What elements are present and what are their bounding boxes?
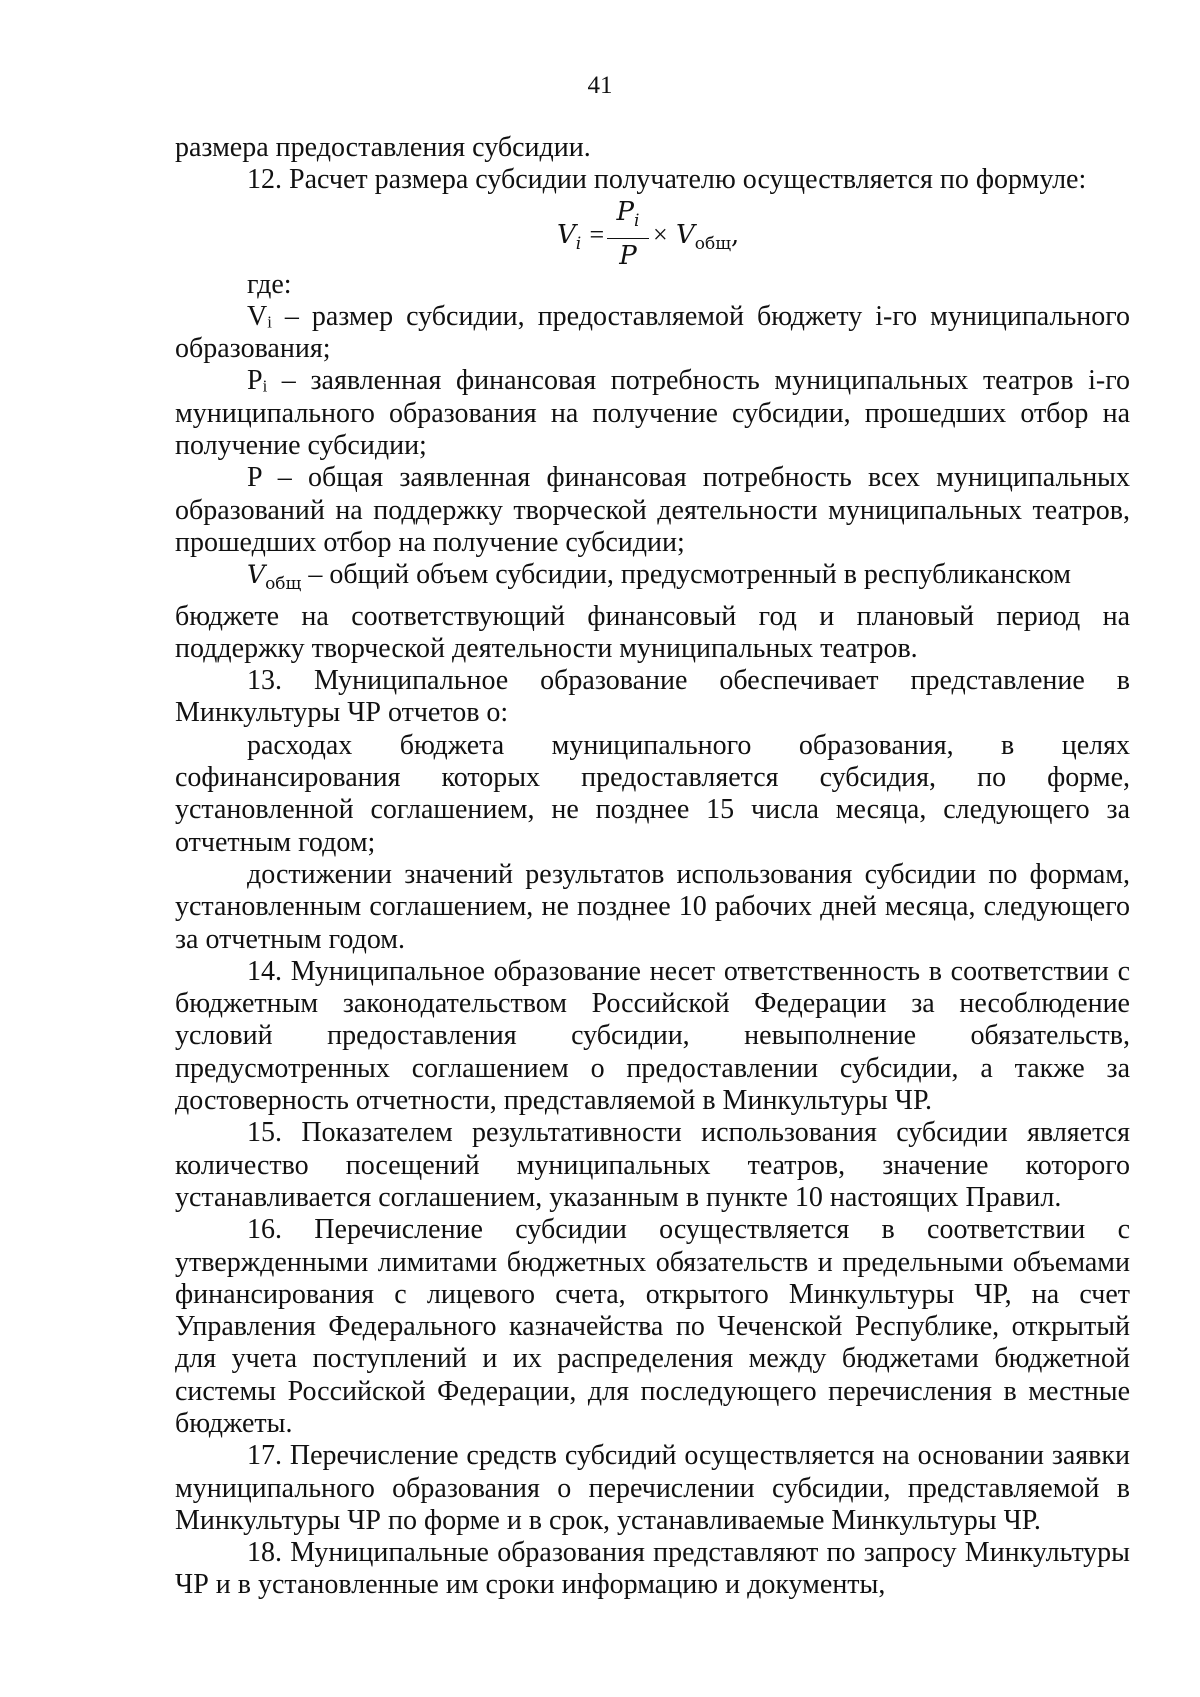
- formula-rhs: × $V_{общ}$,: [653, 219, 740, 254]
- formula-numerator: $P_i$: [616, 196, 640, 231]
- v-total-symbol: $V_{общ}$: [247, 560, 302, 595]
- page-number: 41: [587, 72, 613, 99]
- paragraph: 16. Перечисление субсидии осуществляется в соответствии с утвержденными лимитами бюджетных обязательств и предельными объемами финансирования с лицевого счета, открытого Минкультуры ЧР, на счет Управления Федерального казначейства по Чеченской Республике, открытый для учета поступлений и их распределения между бюджетами бюджетной системы Российской Федерации, для последующего перечисления в местные бюджеты.: [175, 1214, 1130, 1439]
- formula-denominator: P: [619, 240, 637, 271]
- formula-fraction: [607, 197, 649, 271]
- paragraph: где:: [247, 268, 292, 300]
- paragraph: бюджете на соответствующий финансовый год и плановый период на поддержку творческой деятельности муниципальных театров.: [175, 600, 1130, 664]
- paragraph: Vᵢ – размер субсидии, предоставляемой бюджету i-го муниципального образования;: [175, 300, 1130, 365]
- fraction-bar: [607, 238, 649, 239]
- paragraph: размера предоставления субсидии.: [175, 132, 591, 163]
- paragraph: достижении значений результатов использования субсидии по формам, установленным соглашением, не позднее 10 рабочих дней месяца, следующего за отчетным годом.: [175, 858, 1130, 955]
- paragraph: 14. Муниципальное образование несет ответственность в соответствии с бюджетным законодательством Российской Федерации за несоблюдение условий предоставления субсидии, невыполнение обязательств, предусмотренных соглашением о предоставлении субсидии, а также за достоверность отчетности, представляемой в Минкультуры ЧР.: [175, 955, 1130, 1117]
- paragraph: расходах бюджета муниципального образования, в целях софинансирования которых предоставляется субсидия, по форме, установленной соглашением, не позднее 15 числа месяца, следующего за отчетным годом;: [175, 729, 1130, 858]
- paragraph: 12. Расчет размера субсидии получателю осуществляется по формуле:: [247, 164, 1087, 196]
- paragraph: Pᵢ – заявленная финансовая потребность муниципальных театров i-го муниципального образования на получение субсидии, прошедших отбор на получение субсидии;: [175, 365, 1130, 462]
- subsidy-formula: [175, 197, 1130, 269]
- paragraph: 18. Муниципальные образования представляют по запросу Минкультуры ЧР и в установленные им сроки информацию и документы,: [175, 1537, 1130, 1601]
- body-text: [175, 132, 1130, 1602]
- paragraph-v-total: $V_{общ}$ – общий объем субсидии, предусмотренный в республиканском: [247, 559, 1071, 595]
- paragraph: P – общая заявленная финансовая потребность всех муниципальных образований на поддержку творческой деятельности муниципальных театров, прошедших отбор на получение субсидии;: [175, 462, 1130, 558]
- formula-lhs: $V_i$ =: [557, 219, 605, 254]
- paragraph: 13. Муниципальное образование обеспечивает представление в Минкультуры ЧР отчетов о:: [175, 665, 1130, 729]
- paragraph: 15. Показателем результативности использования субсидии является количество посещений муниципальных театров, значение которого устанавливается соглашением, указанным в пункте 10 настоящих Правил.: [175, 1117, 1130, 1213]
- paragraph: 17. Перечисление средств субсидий осуществляется на основании заявки муниципального образования о перечислении субсидии, представляемой в Минкультуры ЧР по форме и в срок, устанавливаемые Минкультуры ЧР.: [175, 1440, 1130, 1536]
